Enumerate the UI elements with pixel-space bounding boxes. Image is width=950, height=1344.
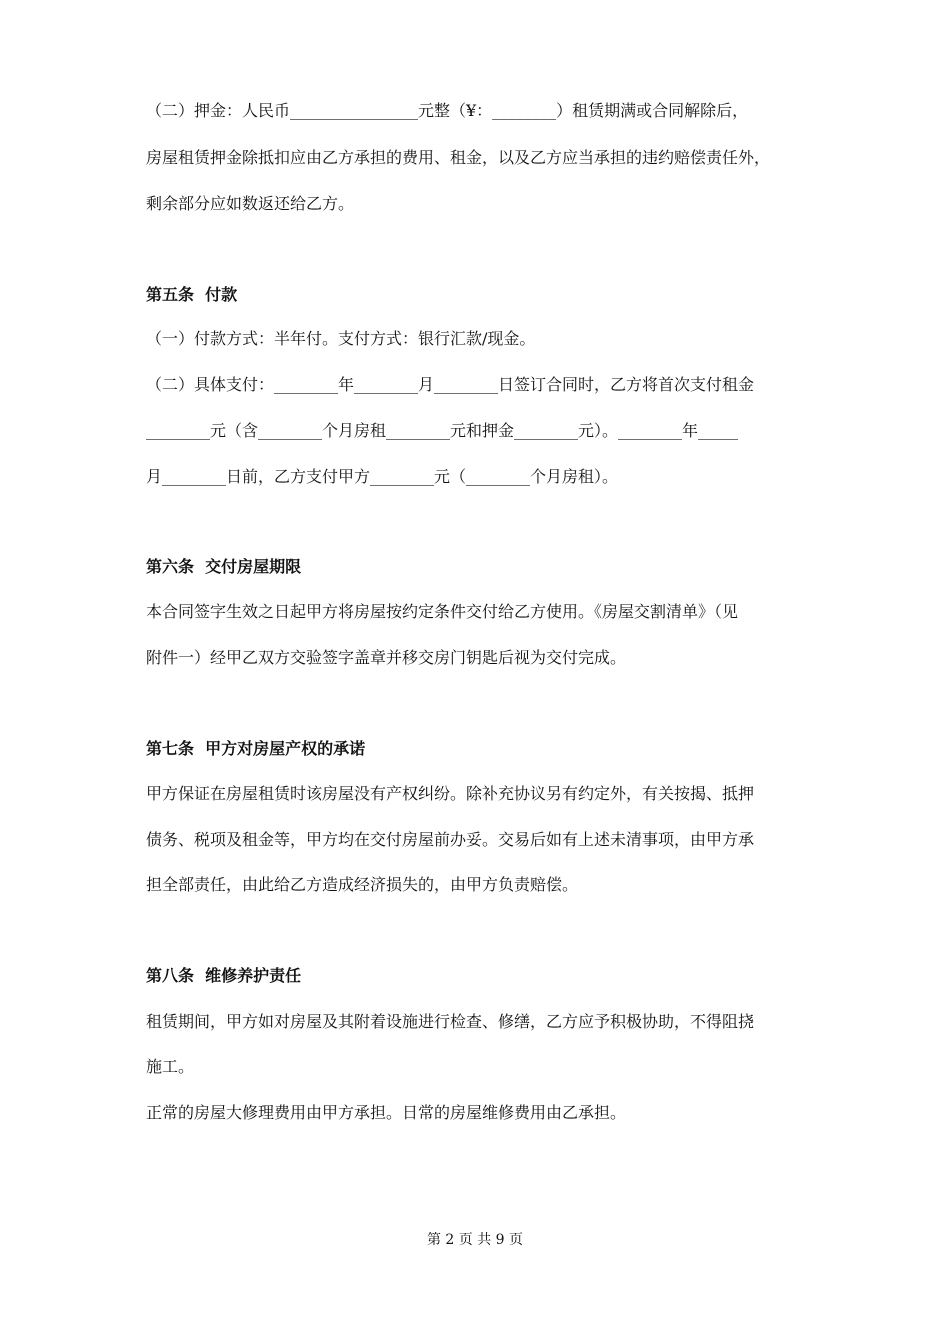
article8-line-1: 租赁期间，甲方如对房屋及其附着设施进行检查、修缮，乙方应予积极协助，不得阻挠: [146, 1012, 755, 1031]
article8-line-2: 施工。: [146, 1057, 195, 1076]
article6-line-1: 本合同签字生效之日起甲方将房屋按约定条件交付给乙方使用。《房屋交割清单》（见: [146, 602, 739, 621]
article5-heading: 第五条 付款: [146, 285, 238, 304]
article5-line-3: ________元（含________个月房租________元和押金________元）。________年_____: [146, 421, 739, 440]
deposit-line-3: 剩余部分应如数返还给乙方。: [146, 194, 355, 213]
article7-line-3: 担全部责任，由此给乙方造成经济损失的，由甲方负责赔偿。: [146, 875, 579, 894]
article5-line-2: （二）具体支付：________年________月________日签订合同时，乙方将首次支付租金: [146, 375, 755, 394]
article6-line-2: 附件一）经甲乙双方交验签字盖章并移交房门钥匙后视为交付完成。: [146, 648, 627, 667]
article6-heading: 第六条 交付房屋期限: [146, 557, 302, 576]
article5-line-1: （一）付款方式：半年付。支付方式：银行汇款/现金。: [146, 329, 536, 348]
article7-line-2: 债务、税项及租金等，甲方均在交付房屋前办妥。交易后如有上述未清事项，由甲方承: [146, 830, 755, 849]
page-number: 第 2 页 共 9 页: [426, 1232, 524, 1248]
article7-line-1: 甲方保证在房屋租赁时该房屋没有产权纠纷。除补充协议另有约定外，有关按揭、抵押: [146, 784, 755, 803]
article5-line-4: 月________日前，乙方支付甲方________元（________个月房租）。: [146, 467, 619, 486]
article8-heading: 第八条 维修养护责任: [146, 966, 302, 985]
deposit-line-1: （二）押金：人民币________________元整（¥：________）租赁期满或合同解除后，: [146, 101, 749, 120]
article8-line-3: 正常的房屋大修理费用由甲方承担。日常的房屋维修费用由乙承担。: [146, 1103, 627, 1122]
article7-heading: 第七条 甲方对房屋产权的承诺: [146, 739, 366, 758]
deposit-line-2: 房屋租赁押金除抵扣应由乙方承担的费用、租金，以及乙方应当承担的违约赔偿责任外，: [146, 148, 771, 167]
